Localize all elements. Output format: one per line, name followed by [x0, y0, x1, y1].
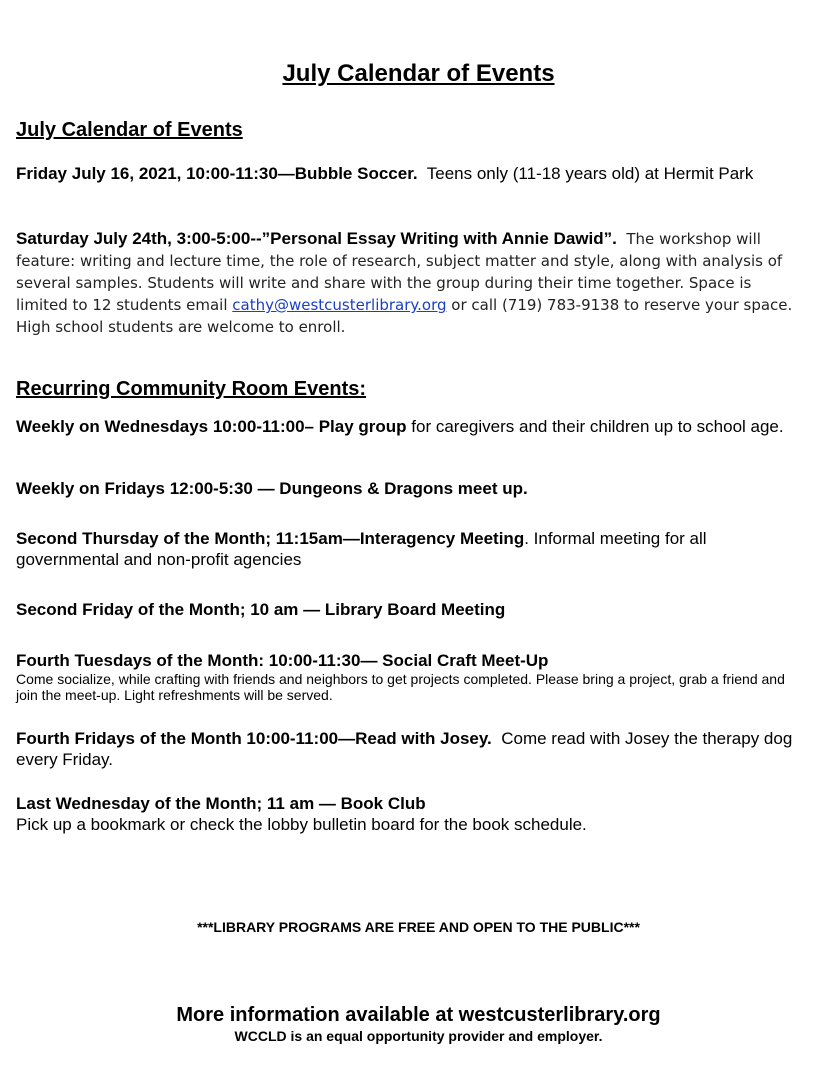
event-essay-writing-desc: The workshop will feature: writing and lecture time, the role of research, subject matter and style, along with analysis of several samples. Students will write and share with the group during their time together. Space is limited to 12 students email	[16, 230, 783, 314]
recurring-book-club-title: Last Wednesday of the Month; 11 am — Book Club	[16, 794, 426, 813]
section-heading-july: July Calendar of Events	[16, 119, 243, 141]
recurring-play-group-desc: for caregivers and their children up to school age.	[411, 417, 784, 436]
event-essay-writing-desc-2: or call (719) 783-9138 to reserve your space. High school students are welcome to enroll.	[16, 296, 793, 336]
page-title: July Calendar of Events	[282, 60, 555, 87]
recurring-read-josey	[16, 728, 807, 770]
event-bubble-soccer	[16, 163, 807, 184]
recurring-craft-meetup-title: Fourth Tuesdays of the Month: 10:00-11:30— Social Craft Meet-Up	[16, 651, 549, 670]
recurring-book-club-desc: Pick up a bookmark or check the lobby bulletin board for the book schedule.	[16, 815, 587, 834]
recurring-interagency-title: Second Thursday of the Month; 11:15am—Interagency Meeting	[16, 529, 525, 548]
free-programs-notice: ***LIBRARY PROGRAMS ARE FREE AND OPEN TO THE PUBLIC***	[197, 919, 640, 935]
recurring-board-meeting-title: Second Friday of the Month; 10 am — Library Board Meeting	[16, 600, 506, 619]
recurring-read-josey-desc: Come read with Josey the therapy dog every Friday.	[16, 729, 793, 769]
section-heading-recurring: Recurring Community Room Events:	[16, 378, 367, 400]
recurring-book-club	[16, 793, 807, 835]
recurring-play-group-title: Weekly on Wednesdays 10:00-11:00– Play group	[16, 417, 407, 436]
event-essay-writing-title: Saturday July 24th, 3:00-5:00--”Personal Essay Writing with Annie Dawid”.	[16, 229, 617, 248]
recurring-craft-meetup	[16, 650, 807, 703]
recurring-dnd	[16, 478, 807, 499]
event-bubble-soccer-title: Friday July 16, 2021, 10:00-11:30—Bubble Soccer.	[16, 164, 418, 183]
recurring-play-group	[16, 416, 807, 437]
equal-opportunity-line: WCCLD is an equal opportunity provider and employer.	[234, 1028, 603, 1044]
email-link[interactable]: cathy@westcusterlibrary.org	[232, 296, 447, 314]
recurring-interagency-desc: . Informal meeting for all governmental and non-profit agencies	[16, 529, 707, 569]
recurring-interagency	[16, 528, 807, 570]
recurring-craft-meetup-desc: Come socialize, while crafting with friends and neighbors to get projects completed. Please bring a project, grab a friend and join the meet-up. Light refreshments will be served.	[16, 671, 785, 703]
more-info-line: More information available at westcusterlibrary.org	[176, 1004, 661, 1026]
recurring-board-meeting	[16, 599, 807, 620]
recurring-read-josey-title: Fourth Fridays of the Month 10:00-11:00—Read with Josey.	[16, 729, 492, 748]
event-essay-writing	[16, 228, 807, 338]
recurring-dnd-title: Weekly on Fridays 12:00-5:30 — Dungeons & Dragons meet up.	[16, 479, 528, 498]
event-bubble-soccer-desc: Teens only (11-18 years old) at Hermit Park	[426, 164, 754, 183]
